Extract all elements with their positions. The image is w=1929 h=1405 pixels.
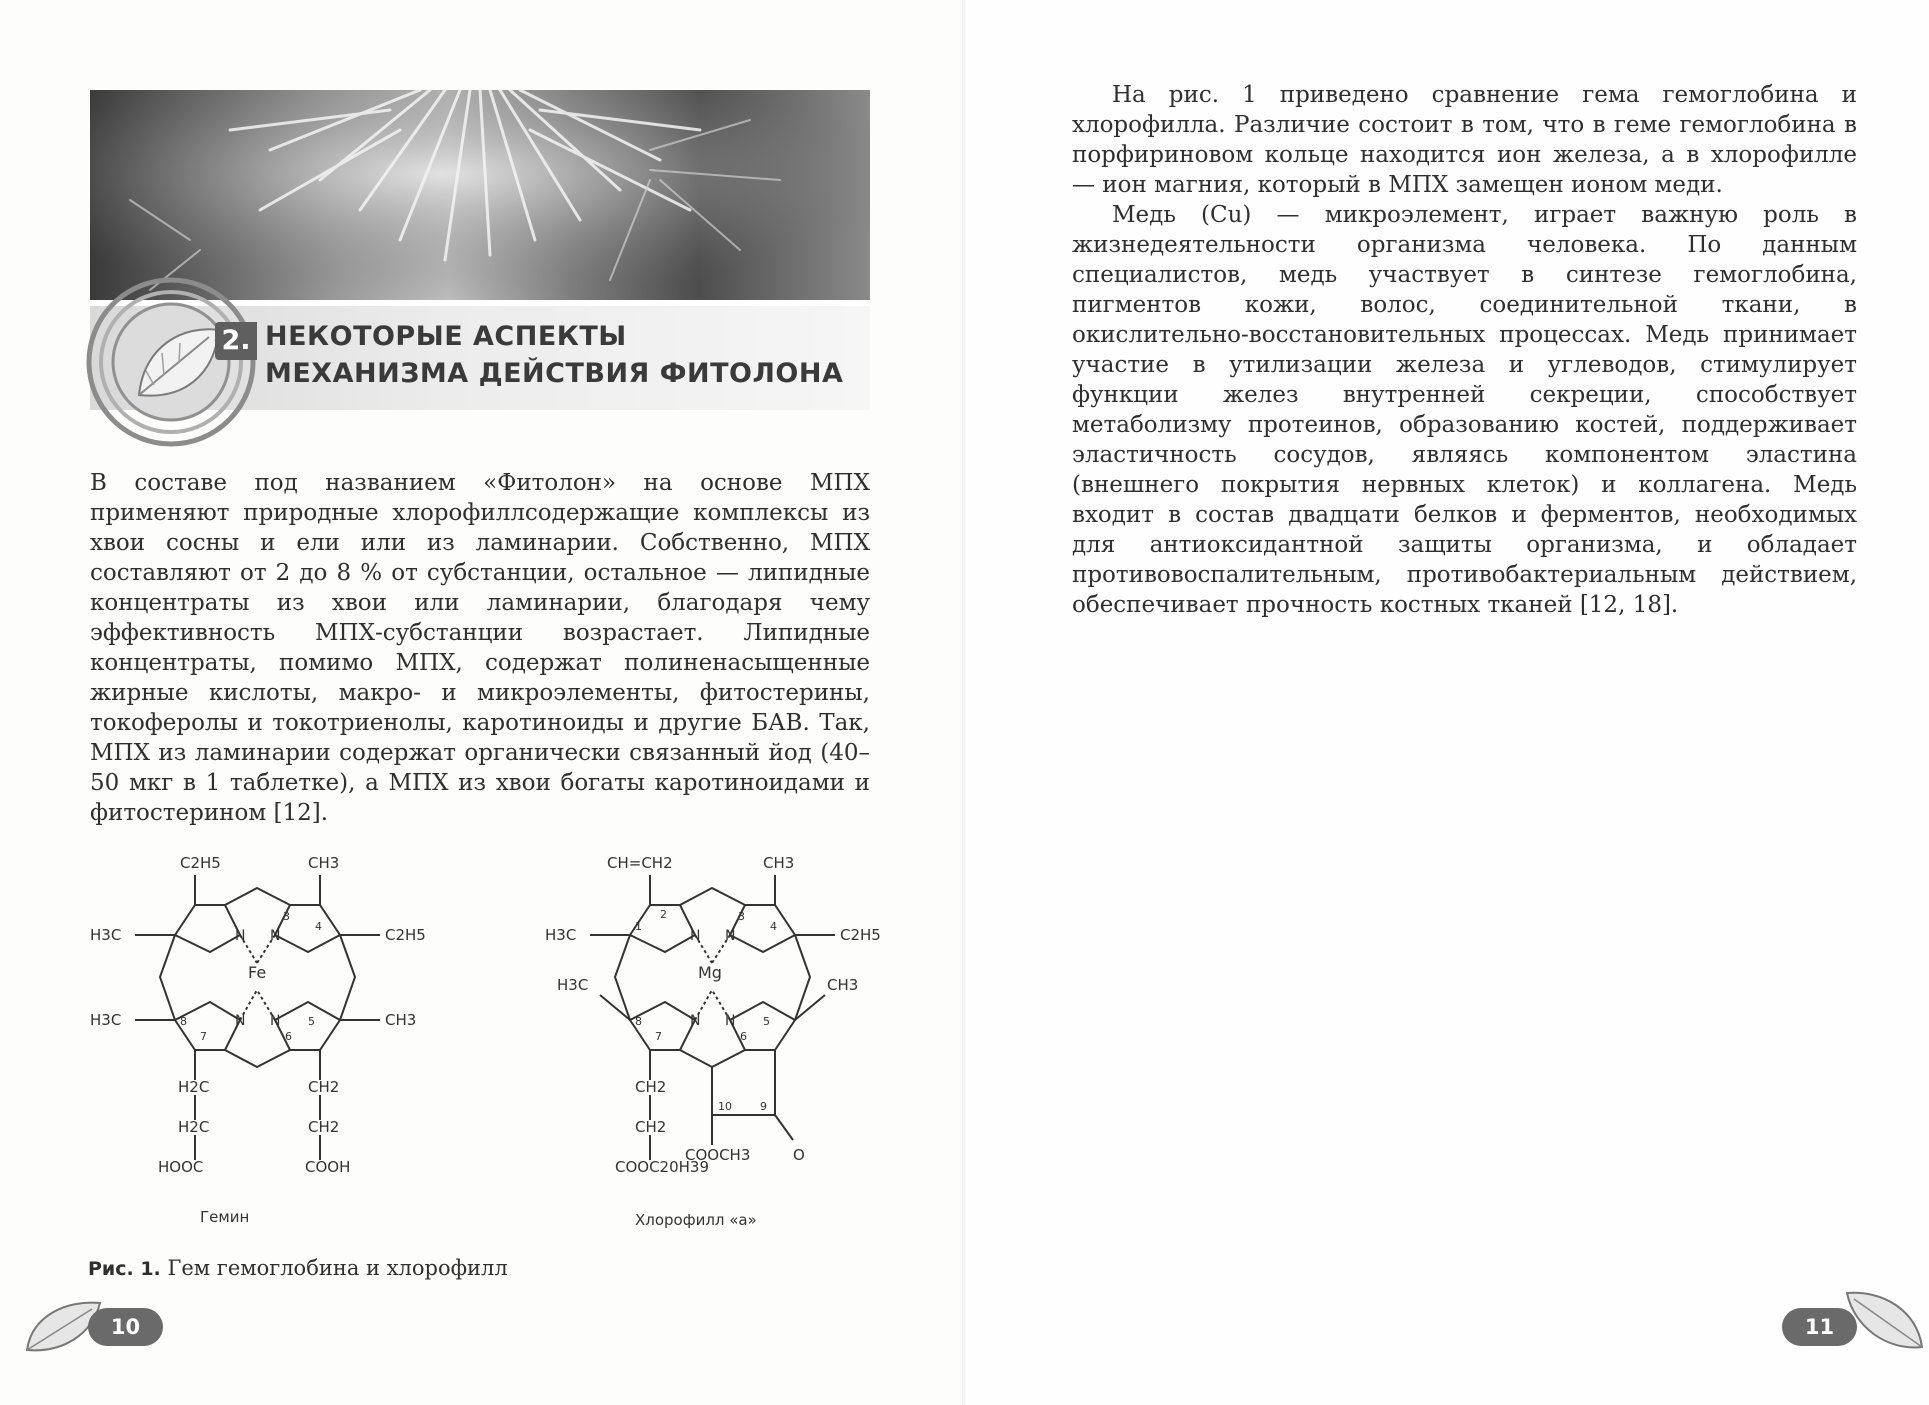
svg-text:9: 9 <box>760 1100 767 1113</box>
svg-text:N: N <box>725 928 736 944</box>
heme-sub-ch3-top: CH3 <box>308 854 340 872</box>
svg-text:8: 8 <box>635 1015 642 1028</box>
svg-text:1: 1 <box>635 920 642 933</box>
svg-text:6: 6 <box>740 1030 747 1043</box>
paragraph: В составе под названием «Фитолон» на основе МПХ применяют природные хлорофиллсодержащие комплексы из хвои сосны и ели или из ламинарии. Собственно, МПХ составляют от 2 до 8 % от субстанции, остальное — липидные концентраты из хвои или ламинарии, благодаря чему эффективность МПХ-субстанции возрастает. Липидные концентраты, помимо МПХ, содержат полиненасыщенные жирные кислоты, макро- и микроэлементы, фитостерины, токоферолы и токотриенолы, каротиноиды и другие БАВ. Так, МПХ из ламинарии содержат органически связанный йод (40–50 мкг в 1 таблетке), а МПХ из хвои богаты каротиноидами и фитостерином [12]. <box>90 470 870 826</box>
heme-sub-h2c-1: H2C <box>178 1078 210 1096</box>
svg-text:7: 7 <box>200 1030 207 1043</box>
figure-caption <box>88 1256 508 1280</box>
paragraph-1: На рис. 1 приведено сравнение гема гемоглобина и хлорофилла. Различие состоит в том, что в геме гемоглобина в порфириновом кольце находится ион железа, а в хлорофилле — ион магния, который в МПХ замещен ионом меди. <box>1072 82 1857 198</box>
right-body-text <box>1072 80 1857 620</box>
caption-label: Рис. 1. <box>88 1258 161 1280</box>
svg-text:10: 10 <box>718 1100 732 1113</box>
svg-text:N: N <box>235 1013 246 1029</box>
leaf-icon <box>1842 1285 1927 1355</box>
heme-sub-ch2-1: CH2 <box>308 1078 340 1096</box>
heme-metal: Fe <box>248 963 267 982</box>
left-body-text <box>90 468 870 828</box>
chl-sub-ch3-top: CH3 <box>763 854 795 872</box>
chl-sub-h3c-left2: H3C <box>557 976 589 994</box>
svg-text:7: 7 <box>655 1030 662 1043</box>
pine-branch-photo <box>90 90 870 300</box>
chl-metal: Mg <box>698 963 722 982</box>
left-page <box>0 0 964 1405</box>
chl-sub-vinyl: CH=CH2 <box>607 854 673 872</box>
chapter-number: 2. <box>215 322 257 360</box>
chlorophyll-name: Хлорофилл «a» <box>635 1211 757 1229</box>
svg-text:4: 4 <box>315 920 322 933</box>
chl-sub-c2h5-right: C2H5 <box>840 926 881 944</box>
svg-text:3: 3 <box>738 910 745 923</box>
page-number: 10 <box>88 1308 163 1346</box>
chl-sub-h3c-left: H3C <box>545 926 577 944</box>
leaf-emblem-icon <box>84 275 259 450</box>
paragraph-2: Медь (Cu) — микроэлемент, играет важную роль в жизнедеятельности организма человека. По данным специалистов, медь участвует в синтезе гемоглобина, пигментов кожи, волос, соединительной ткани, в окислительно-восстановительных процессах. Медь принимает участие в утилизации железа и углеводов, стимулирует функции желез внутренней секреции, способствует метаболизму протеинов, образованию костей, поддерживает эластичность сосудов, являясь компонентом эластина (внешнего покрытия нервных клеток) и коллагена. Медь входит в состав двадцати белков и ферментов, необходимых для антиоксидантной защиты организма, и обладает противовоспалительным, противобактериальным действием, обеспечивает прочность костных тканей [12, 18]. <box>1072 202 1857 618</box>
heme-sub-ch3-right: CH3 <box>385 1011 417 1029</box>
heme-sub-hooc: HOOC <box>158 1158 204 1176</box>
heme-sub-h3c-left: H3C <box>90 926 122 944</box>
svg-text:N: N <box>690 928 701 944</box>
heme-sub-c2h5-top: C2H5 <box>180 854 221 872</box>
chl-sub-ch2-2: CH2 <box>635 1118 667 1136</box>
chapter-title-line-1: НЕКОТОРЫЕ АСПЕКТЫ <box>265 321 627 352</box>
page-number: 11 <box>1782 1308 1857 1346</box>
svg-text:N: N <box>725 1013 736 1029</box>
svg-text:N: N <box>690 1013 701 1029</box>
heme-sub-c2h5-right: C2H5 <box>385 926 426 944</box>
right-page <box>965 0 1929 1405</box>
heme-sub-cooh: COOH <box>305 1158 351 1176</box>
svg-text:N: N <box>270 928 281 944</box>
svg-text:3: 3 <box>283 910 290 923</box>
svg-text:N: N <box>235 928 246 944</box>
chl-sub-ch2-1: CH2 <box>635 1078 667 1096</box>
svg-text:6: 6 <box>285 1030 292 1043</box>
svg-text:8: 8 <box>180 1015 187 1028</box>
svg-text:5: 5 <box>308 1015 315 1028</box>
svg-text:2: 2 <box>660 908 667 921</box>
svg-text:4: 4 <box>770 920 777 933</box>
heme-sub-h3c-left2: H3C <box>90 1011 122 1029</box>
heme-sub-h2c-2: H2C <box>178 1118 210 1136</box>
heme-structure <box>135 875 380 1160</box>
chapter-title <box>265 318 843 392</box>
chlorophyll-structure <box>590 875 835 1160</box>
svg-text:N: N <box>270 1013 281 1029</box>
figure-structures <box>80 830 900 1250</box>
chl-sub-ch3-right: CH3 <box>827 976 859 994</box>
heme-sub-ch2-2: CH2 <box>308 1118 340 1136</box>
chapter-title-line-2: МЕХАНИЗМА ДЕЙСТВИЯ ФИТОЛОНА <box>265 358 844 389</box>
heme-name: Гемин <box>200 1208 250 1226</box>
chl-sub-oxo: O <box>793 1146 805 1164</box>
chl-sub-cooch3: COOCH3 <box>685 1146 751 1164</box>
chl-sub-phytyl: COOC20H39 <box>615 1158 710 1176</box>
svg-text:5: 5 <box>763 1015 770 1028</box>
caption-text: Гем гемоглобина и хлорофилл <box>167 1256 508 1280</box>
